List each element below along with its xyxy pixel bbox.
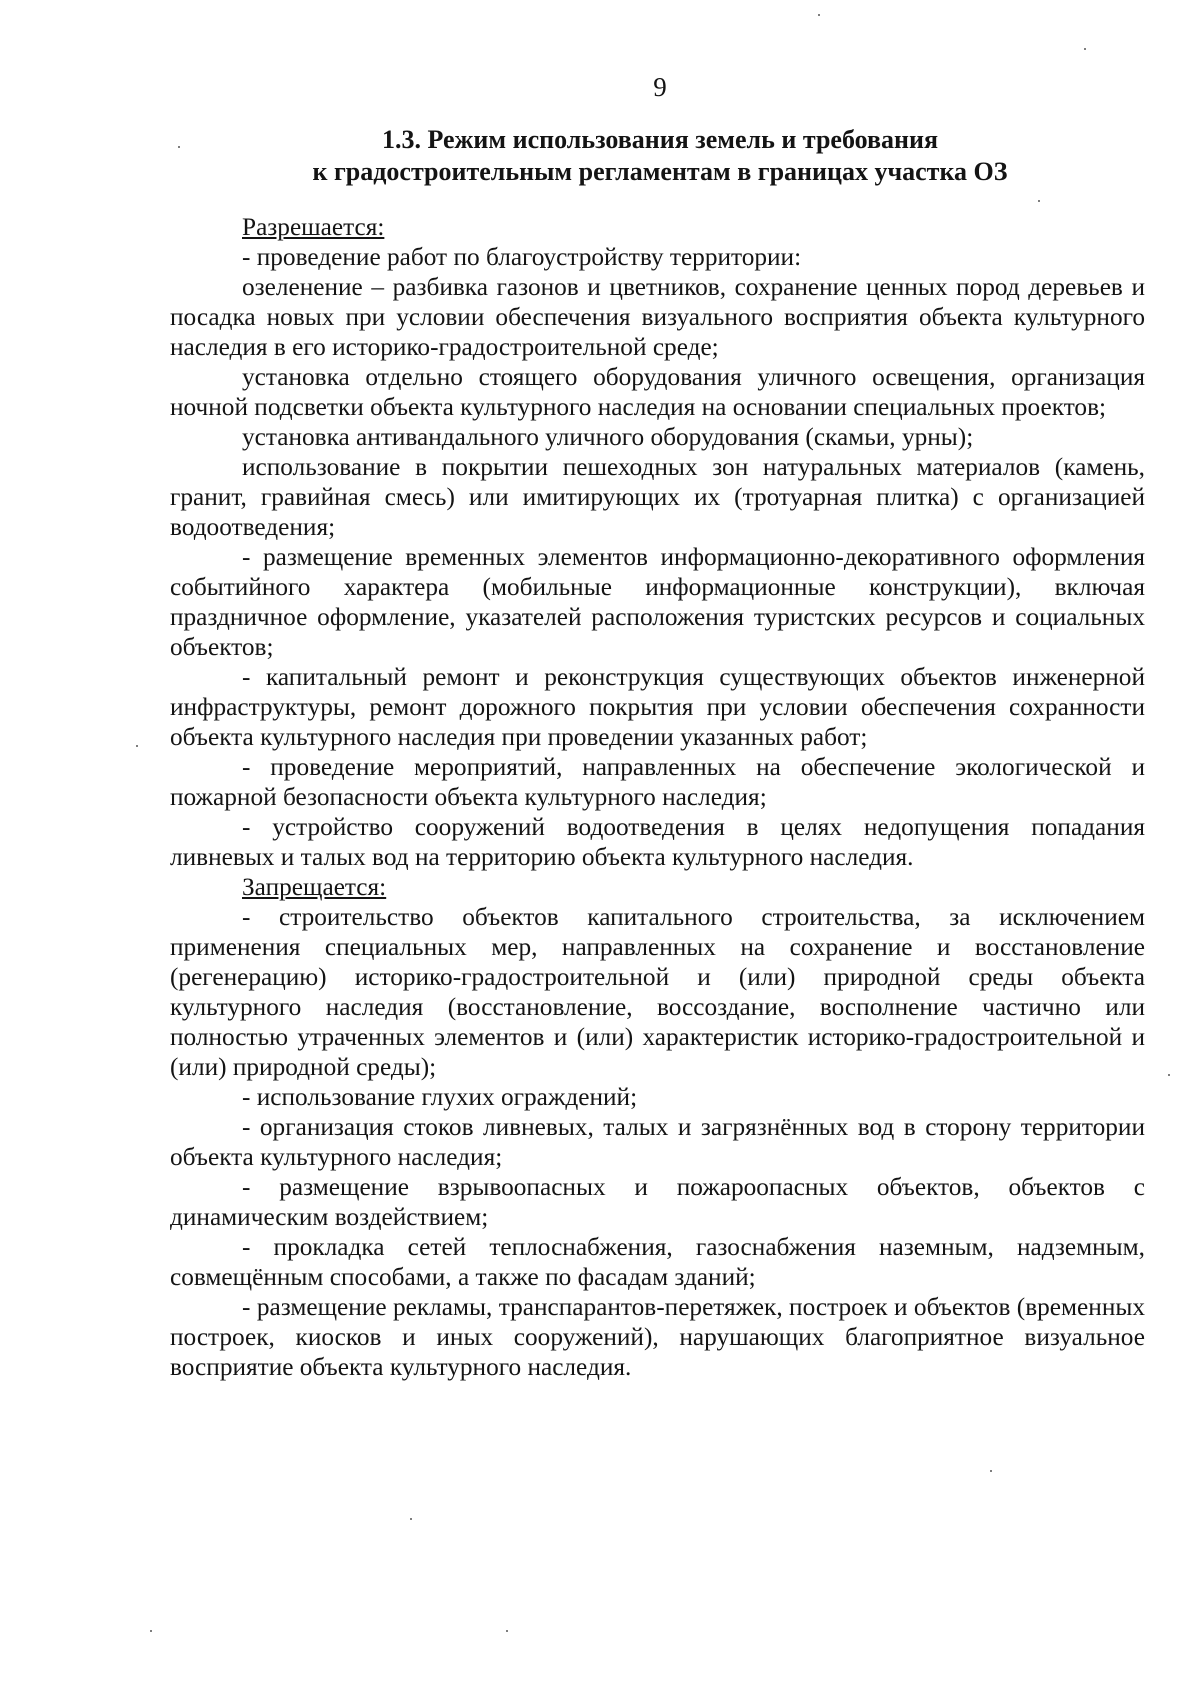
prohibited-item: - использование глухих ограждений; <box>242 1083 638 1111</box>
prohibited-item: - строительство объектов капитального строительства, за исключением применения специальных мер, направленных на сохранение и восстановление (регенерацию) историко-градостроительной и (или) природной среды объекта культурного наследия (восстановление, воссоздание, восполнение частично или полностью утраченных элементов и (или) характеристик историко-градостроительной и (или) природной среды); <box>170 903 1145 1081</box>
allowed-item: - проведение работ по благоустройству территории: <box>242 243 802 271</box>
scan-speck <box>818 14 820 16</box>
prohibited-item: - размещение рекламы, транспарантов-перетяжек, построек и объектов (временных построек, киосков и иных сооружений), нарушающих благоприятное визуальное восприятие объекта культурного наследия. <box>170 1293 1145 1381</box>
allowed-item: - устройство сооружений водоотведения в целях недопущения попадания ливневых и талых вод на территорию объекта культурного наследия. <box>170 813 1145 871</box>
prohibited-label: Запрещается: <box>242 873 387 901</box>
prohibited-item: - прокладка сетей теплоснабжения, газоснабжения наземным, надземным, совмещённым способами, а также по фасадам зданий; <box>170 1233 1145 1291</box>
scan-speck <box>1038 200 1040 202</box>
prohibited-item: - размещение взрывоопасных и пожароопасных объектов, объектов с динамическим воздействием; <box>170 1173 1145 1231</box>
page-number: 9 <box>653 72 667 102</box>
heading-line-2: к градостроительным регламентам в границах участка ОЗ <box>312 157 1008 186</box>
allowed-item: использование в покрытии пешеходных зон натуральных материалов (камень, гранит, гравийная смесь) или имитирующих их (тротуарная плитка) с организацией водоотведения; <box>170 453 1145 541</box>
scan-speck <box>1168 1074 1170 1076</box>
scan-speck <box>506 1630 508 1632</box>
scan-speck <box>136 745 138 747</box>
allowed-item: - проведение мероприятий, направленных на обеспечение экологической и пожарной безопасности объекта культурного наследия; <box>170 753 1145 811</box>
scan-speck <box>410 1518 412 1520</box>
scan-speck <box>1084 48 1086 50</box>
section-heading <box>170 124 1150 188</box>
allowed-item: установка отдельно стоящего оборудования уличного освещения, организация ночной подсветки объекта культурного наследия на основании специальных проектов; <box>170 363 1145 421</box>
allowed-item: установка антивандального уличного оборудования (скамьи, урны); <box>242 423 974 451</box>
prohibited-item: - организация стоков ливневых, талых и загрязнённых вод в сторону территории объекта культурного наследия; <box>170 1113 1145 1171</box>
allowed-item: - размещение временных элементов информационно-декоративного оформления событийного характера (мобильные информационные конструкции), включая праздничное оформление, указателей расположения туристских ресурсов и социальных объектов; <box>170 543 1145 661</box>
allowed-item: озеленение – разбивка газонов и цветников, сохранение ценных пород деревьев и посадка новых при условии обеспечения визуального восприятия объекта культурного наследия в его историко-градостроительной среде; <box>170 273 1145 361</box>
scan-speck <box>150 1630 152 1632</box>
allowed-item: - капитальный ремонт и реконструкция существующих объектов инженерной инфраструктуры, ремонт дорожного покрытия при условии обеспечения сохранности объекта культурного наследия при проведении указанных работ; <box>170 663 1145 751</box>
body-text <box>170 212 1145 1382</box>
scan-speck <box>990 1470 992 1472</box>
heading-line-1: 1.3. Режим использования земель и требования <box>381 125 939 154</box>
allowed-label: Разрешается: <box>242 213 385 241</box>
scan-speck <box>178 146 180 148</box>
